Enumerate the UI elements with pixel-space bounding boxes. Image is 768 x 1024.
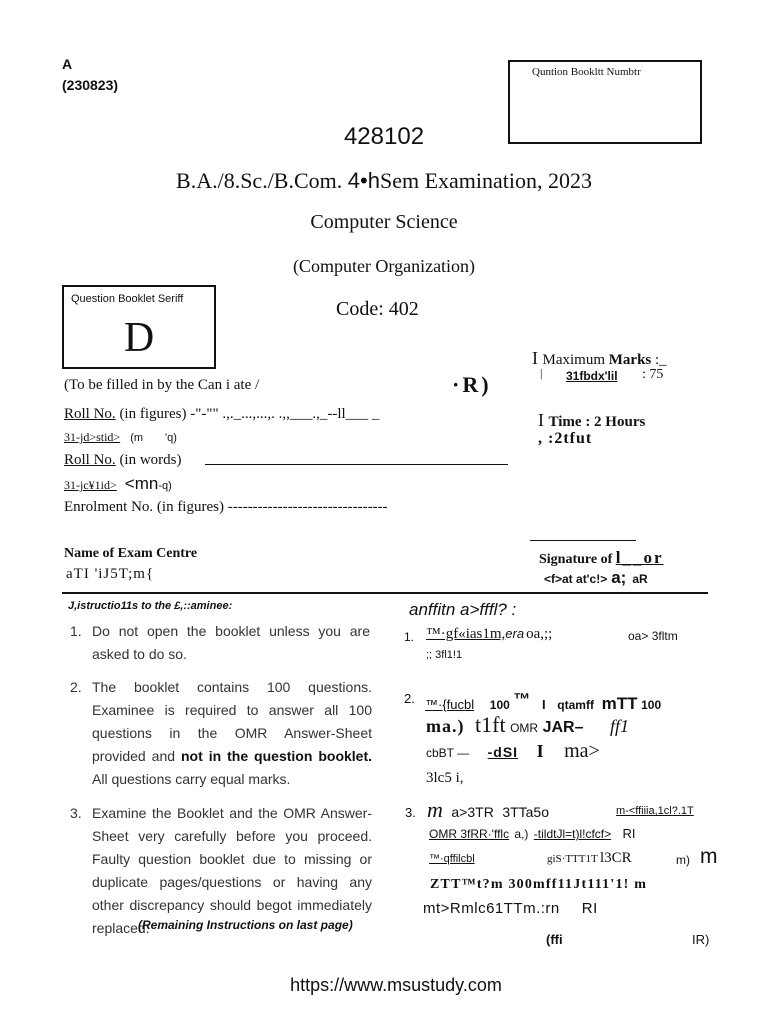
hindi-instructions-heading: anffitn a>fffl? : [409,600,517,619]
series-box-label: Question Booklet Seriff [71,293,184,305]
hindi-instruction-3: m a>3TR 3TTa5o [427,797,550,822]
instruction-3: 3. Examine the Booklet and the OMR Answer-Sheet very carefully before you proceed. Faulty question booklet due to missing or duplicate pages/questions or having any other discrepancy should begot immediately replaced. [70,805,372,936]
subject-title: Computer Science [310,211,458,233]
hindi-instruction-2-num: 2. [404,691,415,706]
exam-title: B.A./8.Sc./B.Com. 4•hSem Examination, 2023 [176,168,592,193]
max-marks-value: : 75 [642,367,664,382]
fill-note-garble: ·R) [452,372,492,397]
hindi-signature: <f>at at'c!> a; aR [544,568,648,587]
series-letter: A [62,56,73,72]
hindi-roll-figures: 31-jd>stid> (m 'q) [64,430,177,444]
series-box [62,285,216,369]
instruction-2: 2. The booklet contains 100 questions. Examinee is required to answer all 100 questions in the OMR Answer-Sheet provided and not in the question booklet. All questions carry equal marks. [70,679,373,787]
roll-words-field[interactable]: Roll No. (in words) [64,452,182,468]
exam-centre-label: Name of Exam Centre [64,546,198,561]
roll-words-line [205,464,508,465]
max-marks: I Maximum Marks :_ [532,348,667,368]
booklet-number-label: Quntion Bookltt Numbtr [532,66,641,78]
hindi-instruction-1: ™·gf«ias1m,era oa,;; [426,626,553,642]
series-code: (230823) [62,77,119,93]
hindi-time: , :2tfut [538,430,593,447]
time-allowed: I Time : 2 Hours [538,410,646,430]
hindi-exam-centre: aTI 'iJ5T;m{ [66,566,155,582]
instruction-1: 1. Do not open the booklet unless you are asked to do so. [70,623,370,662]
series-box-letter: D [123,315,155,361]
footer-url[interactable]: https://www.msustudy.com [290,975,502,995]
exam-code: Code: 402 [336,298,419,320]
enrolment-field[interactable]: Enrolment No. (in figures) -------------------------------- [64,499,388,515]
paper-code: 428102 [343,123,425,150]
instructions-heading: J,istructio11s to the £,::aminee: [68,600,233,612]
remaining-instructions-note: (Remaining Instructions on last page) [138,918,353,932]
signature-label: Signature of l__or [539,548,664,567]
roll-figures-field[interactable]: Roll No. (in figures) -"-"" .,._...,...,. .,,___.,_--ll___ _ [64,406,380,422]
paper-title: (Computer Organization) [292,256,476,276]
fill-note: (To be filled in by the Can i ate / [64,377,260,393]
signature-rule [530,540,636,541]
hindi-instruction-3-num: 3. [405,805,416,820]
hindi-instruction-2: ™·{fucbl 100 ™ I qtamff mTT 100 [425,690,662,713]
hindi-roll-words: 31-jc¥1id> <mn-q) [64,474,172,493]
section-divider [62,592,708,594]
hindi-max-marks: 31fbdx'lil [566,369,618,383]
hindi-instruction-1-num: 1. [404,630,415,644]
